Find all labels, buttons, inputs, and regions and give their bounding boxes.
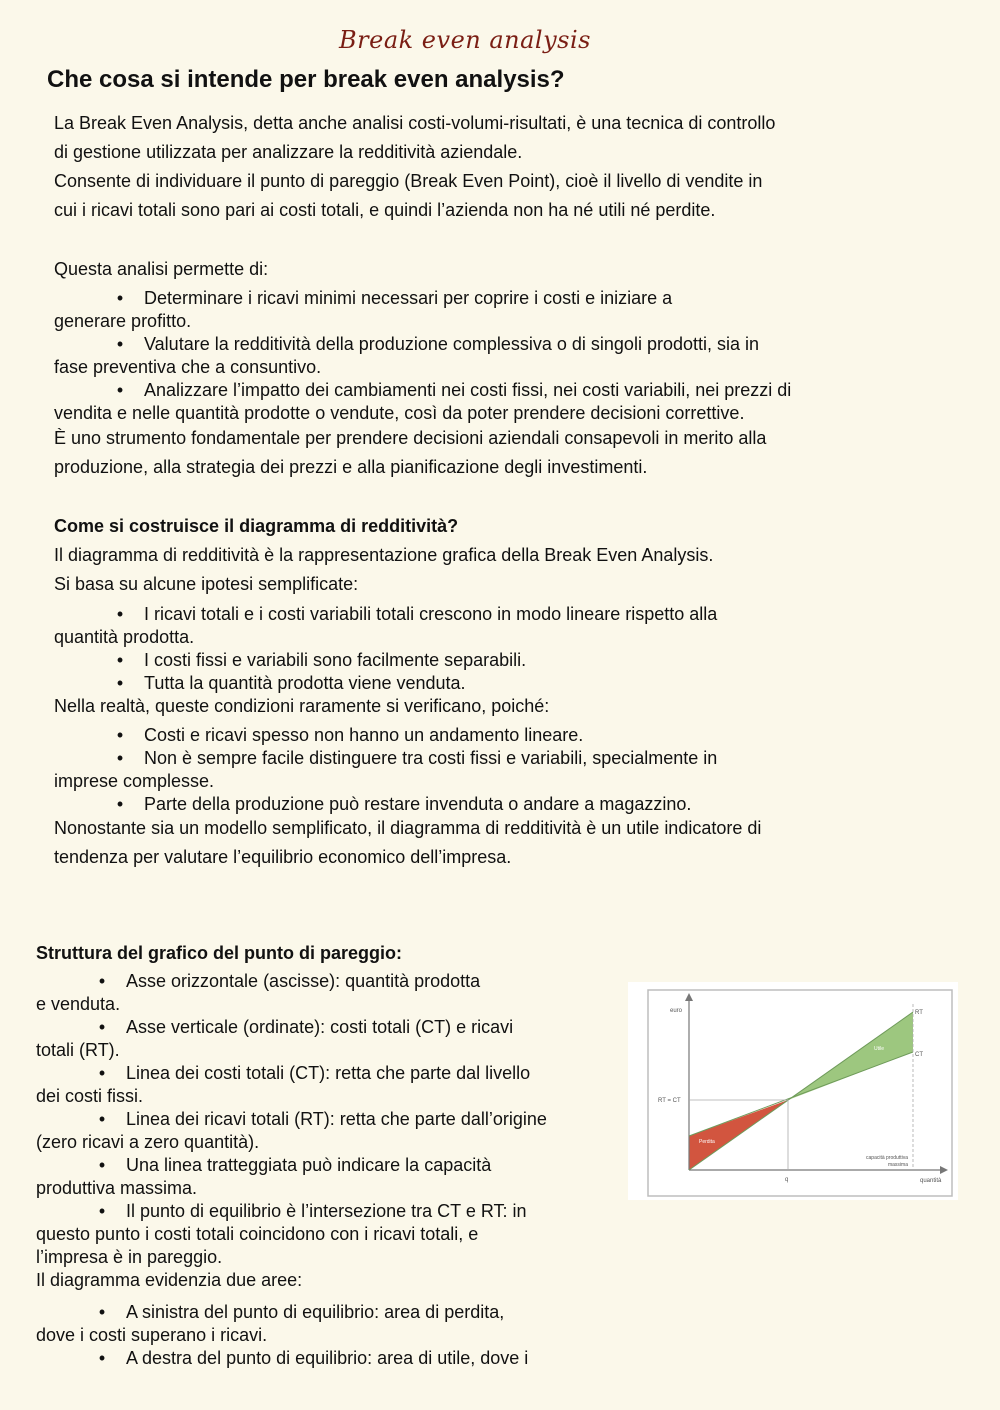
profit-label: Utile [874, 1046, 885, 1052]
y-axis-label: euro [670, 1008, 683, 1014]
list-item-text: totali (RT). [36, 1040, 120, 1060]
rt-label: RT [915, 1010, 923, 1016]
reality-intro: Nella realtà, queste condizioni raramente si verificano, poiché: [54, 696, 550, 716]
list-item-text: questo punto i costi totali coincidono con i ricavi totali, e [36, 1224, 479, 1244]
list-item [36, 1301, 528, 1347]
analysis-intro: Questa analisi permette di: [54, 259, 269, 279]
analysis-conclusion [54, 424, 766, 482]
y-axis-arrow-icon [685, 993, 693, 1001]
list-item-text: quantità prodotta. [54, 627, 195, 647]
list-item [36, 1016, 547, 1062]
list-item-text: A sinistra del punto di equilibrio: area di perdita, [126, 1302, 505, 1322]
bullet-dot: • [98, 971, 106, 991]
bullet-dot: • [98, 1348, 106, 1368]
list-item-text: Costi e ricavi spesso non hanno un andamento lineare. [144, 725, 584, 745]
bullet-dot: • [98, 1302, 106, 1322]
list-item-text: A destra del punto di equilibrio: area di utile, dove i [126, 1348, 529, 1368]
paragraph-line: Si basa su alcune ipotesi semplificate: [54, 574, 359, 594]
list-item [36, 1200, 547, 1269]
bullet-dot: • [98, 1063, 106, 1083]
list-item [54, 724, 717, 747]
main-heading: Che cosa si intende per break even analysis? [47, 66, 565, 93]
intro-line: La Break Even Analysis, detta anche analisi costi-volumi-risultati, è una tecnica di controllo [54, 113, 776, 133]
ct-label: CT [915, 1052, 923, 1058]
q-label: q [785, 1177, 789, 1183]
list-item-text: Il punto di equilibrio è l’intersezione tra CT e RT: in [126, 1201, 527, 1221]
bullet-dot: • [116, 650, 124, 670]
list-item [36, 1062, 547, 1108]
list-item-text: Analizzare l’impatto dei cambiamenti nei costi fissi, nei costi variabili, nei prezzi di [144, 380, 792, 400]
break-even-label: RT = CT [658, 1098, 681, 1104]
list-item-text: Linea dei costi totali (CT): retta che parte dal livello [126, 1063, 531, 1083]
list-item-text: Parte della produzione può restare invenduta o andare a magazzino. [144, 794, 692, 814]
list-item [54, 603, 717, 649]
loss-label: Perdita [699, 1139, 715, 1145]
list-item-text: fase preventiva che a consuntivo. [54, 357, 322, 377]
list-item-text: Asse verticale (ordinate): costi totali (CT) e ricavi [126, 1017, 514, 1037]
list-item-text: dove i costi superano i ricavi. [36, 1325, 268, 1345]
bullet-dot: • [98, 1109, 106, 1129]
bullet-dot: • [98, 1155, 106, 1175]
areas-list [36, 1301, 528, 1370]
list-item-text: imprese complesse. [54, 771, 215, 791]
list-item [54, 747, 717, 793]
bullet-dot: • [116, 380, 124, 400]
list-item-text: I costi fissi e variabili sono facilmente separabili. [144, 650, 527, 670]
list-item [36, 970, 547, 1016]
bullet-dot: • [116, 748, 124, 768]
intro-paragraph [54, 109, 775, 225]
x-axis-arrow-icon [940, 1166, 948, 1174]
capacity-label: capacità produttiva [866, 1155, 908, 1161]
list-item-text: Tutta la quantità prodotta viene venduta. [144, 673, 466, 693]
list-item [54, 649, 717, 672]
list-item-text: Non è sempre facile distinguere tra costi fissi e variabili, specialmente in [144, 748, 718, 768]
list-item-text: (zero ricavi a zero quantità). [36, 1132, 260, 1152]
hypotheses-list [54, 603, 717, 718]
list-item [36, 1154, 547, 1200]
bullet-dot: • [116, 604, 124, 624]
list-item-text: vendita e nelle quantità prodotte o vendute, così da poter prendere decisioni correttive. [54, 403, 745, 423]
list-item [54, 287, 791, 333]
document-title: Break even analysis [339, 26, 591, 54]
list-item-text: dei costi fissi. [36, 1086, 144, 1106]
list-item-text: Una linea tratteggiata può indicare la capacità [126, 1155, 492, 1175]
areas-intro: Il diagramma evidenzia due aree: [36, 1270, 303, 1290]
list-item-text: Linea dei ricavi totali (RT): retta che parte dall’origine [126, 1109, 547, 1129]
bullet-dot: • [116, 334, 124, 354]
intro-line: Consente di individuare il punto di pareggio (Break Even Point), cioè il livello di vendite in [54, 171, 763, 191]
intro-line: cui i ricavi totali sono pari ai costi totali, e quindi l’azienda non ha né utili né perdite. [54, 200, 716, 220]
break-even-chart [628, 982, 958, 1200]
paragraph-line: Il diagramma di redditività è la rappresentazione grafica della Break Even Analysis. [54, 545, 714, 565]
bullet-dot: • [116, 794, 124, 814]
list-item [36, 1347, 528, 1370]
capacity-label: massima [887, 1162, 908, 1168]
list-item-text: Asse orizzontale (ascisse): quantità prodotta [126, 971, 481, 991]
list-item-text: Valutare la redditività della produzione complessiva o di singoli prodotti, sia in [144, 334, 760, 354]
diagram-intro [54, 541, 713, 599]
paragraph-line: produzione, alla strategia dei prezzi e alla pianificazione degli investimenti. [54, 457, 648, 477]
paragraph-line: È uno strumento fondamentale per prendere decisioni aziendali consapevoli in merito alla [54, 428, 767, 448]
reality-list [54, 724, 717, 816]
list-item [54, 333, 791, 379]
list-item-text: produttiva massima. [36, 1178, 198, 1198]
bullet-dot: • [98, 1201, 106, 1221]
paragraph-line: tendenza per valutare l’equilibrio economico dell’impresa. [54, 847, 512, 867]
bullet-dot: • [116, 673, 124, 693]
break-even-chart-svg [628, 982, 958, 1200]
paragraph-line: Nonostante sia un modello semplificato, il diagramma di redditività è un utile indicatore di [54, 818, 762, 838]
list-item [54, 379, 791, 425]
ct-line [689, 1052, 913, 1136]
bullet-dot: • [116, 288, 124, 308]
list-item [36, 1108, 547, 1154]
analysis-bullet-list [54, 287, 791, 425]
reality-conclusion [54, 814, 761, 872]
list-item-text: I ricavi totali e i costi variabili totali crescono in modo lineare rispetto alla [144, 604, 718, 624]
list-item-text: e venduta. [36, 994, 121, 1014]
bullet-dot: • [98, 1017, 106, 1037]
structure-list [36, 970, 547, 1292]
list-item [54, 672, 717, 695]
bullet-dot: • [116, 725, 124, 745]
rt-line [689, 1012, 913, 1170]
structure-heading: Struttura del grafico del punto di pareggio: [36, 943, 403, 963]
list-item-text: Determinare i ricavi minimi necessari per coprire i costi e iniziare a [144, 288, 673, 308]
list-item [54, 793, 717, 816]
list-item-text: l’impresa è in pareggio. [36, 1247, 223, 1267]
list-item-text: generare profitto. [54, 311, 192, 331]
intro-line: di gestione utilizzata per analizzare la redditività aziendale. [54, 142, 523, 162]
diagram-heading: Come si costruisce il diagramma di redditività? [54, 516, 459, 536]
x-axis-label: quantità [920, 1178, 942, 1184]
